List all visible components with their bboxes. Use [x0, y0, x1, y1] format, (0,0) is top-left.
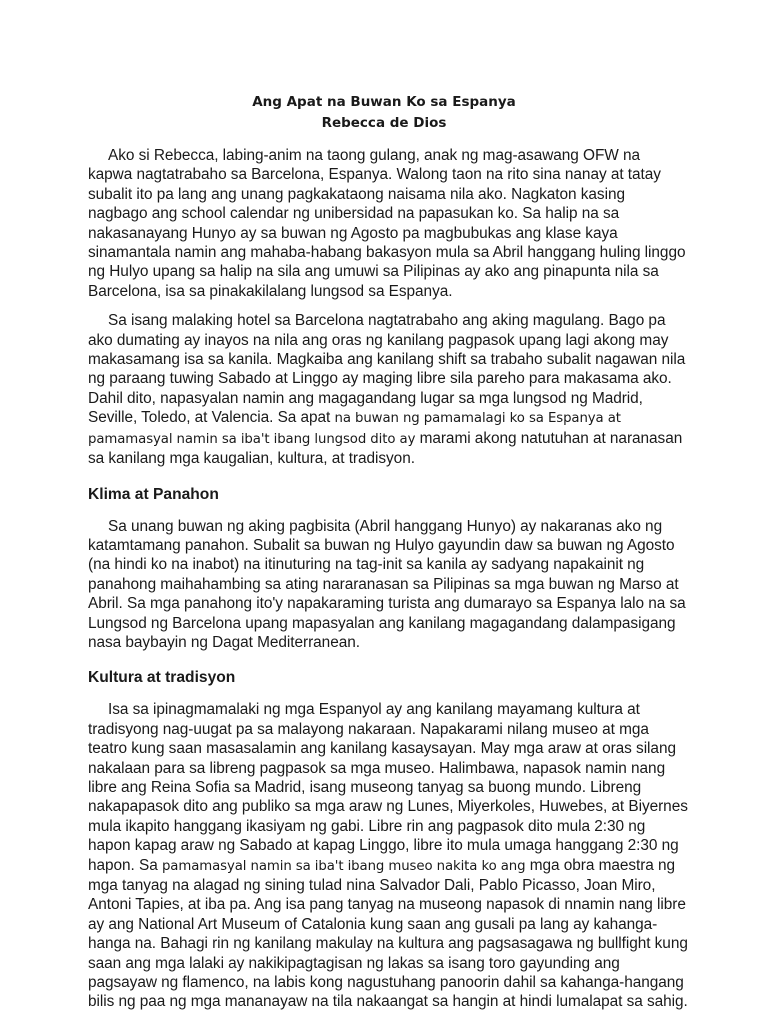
intro-paragraph-1: Ako si Rebecca, labing-anim na taong gulang, anak ng mag-asawang OFW na kapwa nagtatrabaho sa Barcelona, Espanya. Walong taon na rito sina nanay at tatay subalit ito pa lang ang unang pagkakataong naisama nila ako. Nagkaton kasing nagbago ang school calendar ng unibersidad na papasukan ko. Sa halip na sa nakasanayang Hunyo ay sa buwan ng Agosto pa magbubukas ang klase kaya sinamantala namin ang mahaba-habang bakasyon mula sa Abril hanggang huling linggo ng Hulyo upang sa halip na sila ang umuwi sa Pilipinas ay ako ang pinapunta nila sa Barcelona, isa sa pinakakilalang lungsod sa Espanya.: [88, 147, 686, 300]
document-body: [88, 146, 688, 1022]
section-heading-klima: Klima at Panahon: [88, 485, 219, 503]
intro-paragraph-2-after: marami akong natutuhan at naranasan sa kanilang mga kaugalian, kultura, at tradisyon.: [88, 429, 683, 468]
section-paragraph-kultura: [88, 700, 688, 1012]
intro-paragraph-2-alt-text: na buwan ng pamamalagi ko sa Espanya at pamamasyal namin sa iba't ibang lungsod dito ay: [88, 411, 621, 447]
document-title: Ang Apat na Buwan Ko sa Espanya: [252, 94, 516, 110]
kultura-text-after: mga obra maestra ng mga tanyag na alagad ng sining tulad nina Salvador Dali, Pablo Picasso, Joan Miro, Antoni Tapies, at iba pa. Ang isa pang tanyag na museong napasok di nnamin nang libre ay ang National Art Museum of Catalonia kung saan ang gusali pa lang ay kahanga-hanga na. Bahagi rin ng kanilang makulay na kultura ang pagsasagawa ng bullfight kung saan ang mga lalaki ay nakikipagtagisan ng lakas sa isang toro gayunding ang pagsayaw ng flamenco, na labis kong nagustuhang panoorin dahil sa kahanga-hangang bilis ng paa ng mga mananayaw na tila nakaangat sa hangin at hindi lumalapat sa sahig.: [88, 856, 688, 1011]
section-paragraph-klima: Sa unang buwan ng aking pagbisita (Abril hanggang Hunyo) ay nakaranas ako ng katamtamang panahon. Subalit sa buwan ng Hulyo gayundin daw sa buwan ng Agosto (na hindi ko na inabot) na itinuturing na tag-init sa kanila ay sadyang napakainit ng panahong maihahambing sa ating nararanasan sa Pilipinas sa mga buwan ng Marso at Abril. Sa mga panahong ito'y napakaraming turista ang dumarayo sa Espanya lalo na sa Lungsod ng Barcelona upang mapasyalan ang kanilang magagandang dalampasigang nasa baybayin ng Dagat Mediterranean.: [88, 517, 686, 651]
intro-paragraph-2: [88, 311, 688, 468]
kultura-alt-text: pamamasyal namin sa iba't ibang museo nakita ko ang: [161, 858, 526, 874]
kultura-text-before: Isa sa ipinagmamalaki ng mga Espanyol ay ang kanilang mayamang kultura at tradisyong nag-uugat pa sa malayong nakaraan. Napakarami nilang museo at mga teatro kung saan masasalamin ang kanilang kasaysayan. May mga araw at oras silang nakalaan para sa libreng pagpasok sa mga museo. Halimbawa, napasok namin nang libre ang Reina Sofia sa Madrid, isang museong tanyag sa buong mundo. Libreng nakapapasok dito ang publiko sa mga araw ng Lunes, Miyerkoles, Huwebes, at Biyernes mula ikapito hanggang ikasiyam ng gabi. Libre rin ang pagpasok dito mula 2:30 ng hapon kapag araw ng Sabado at kapag Linggo, libre ito mula umaga hanggang 2:30 ng hapon. Sa: [88, 701, 688, 874]
section-heading-kultura: Kultura at tradisyon: [88, 669, 236, 687]
title-block: [0, 92, 768, 134]
document-author: Rebecca de Dios: [321, 115, 447, 131]
intro-paragraph-2-text: Sa isang malaking hotel sa Barcelona nagtatrabaho ang aking magulang. Bago pa ako dumating ay inayos na nila ang oras ng kanilang pagpasok upang lagi akong may makasamang isa sa kanila. Magkaiba ang kanilang shift sa trabaho subalit nagawan nila ng paraang tuwing Sabado at Linggo ay maging libre sila pareho para makasama ako. Dahil dito, napasyalan namin ang magagandang lugar sa mga lungsod ng Madrid, Seville, Toledo, at Valencia. Sa apat: [88, 312, 686, 427]
